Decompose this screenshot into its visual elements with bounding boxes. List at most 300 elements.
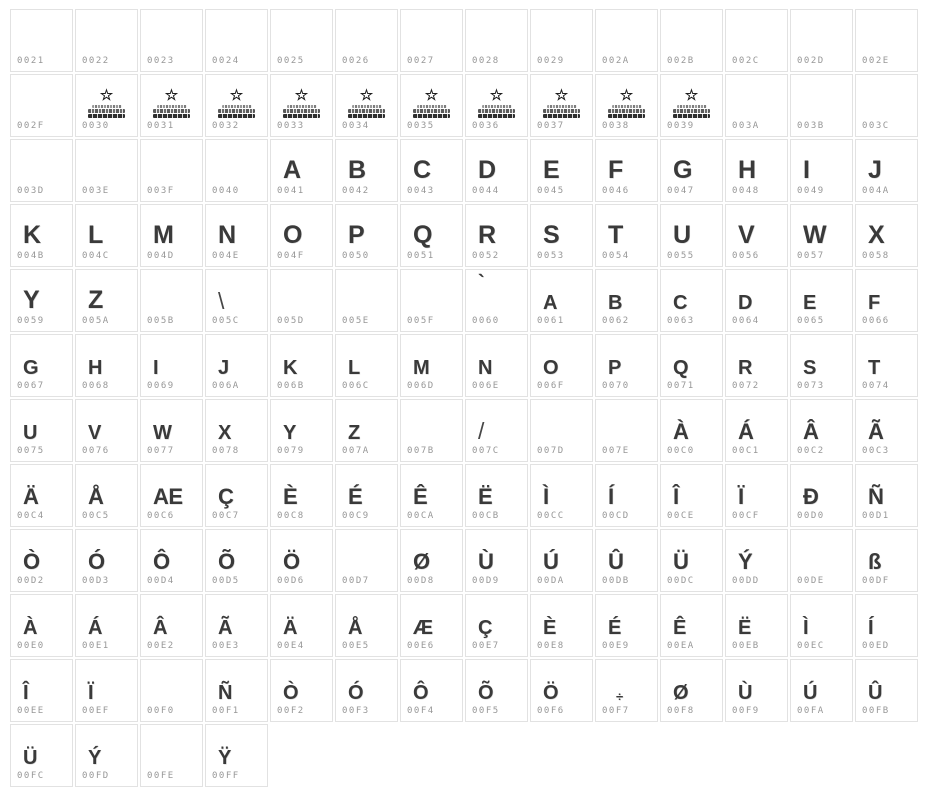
glyph: ÷ [616,688,624,704]
glyph [76,77,137,122]
glyph [348,12,395,53]
glyph-cell [75,139,138,202]
code-label: 0042 [342,186,370,196]
glyph: Q [413,221,433,250]
code-label: 0062 [602,316,630,326]
glyph: È [283,484,298,510]
glyph: H [738,156,757,185]
code-label: 002F [17,121,45,131]
glyph: Ú [803,682,818,704]
glyph: N [218,221,237,250]
glyph [348,532,395,573]
code-label: 006F [537,381,565,391]
stamp-text-line [153,114,190,118]
star-icon: ☆ [554,87,569,104]
glyph-cell [400,529,463,592]
stamp-text-line [608,114,645,118]
glyph-cell [270,594,333,657]
glyph-cell [660,334,723,397]
glyph: X [218,422,232,444]
glyph: K [23,221,42,250]
code-label: 00CE [667,511,695,521]
code-label: 0054 [602,251,630,261]
demo-star-stamp [153,88,190,118]
glyph-cell [205,9,268,72]
glyph: Â [153,617,168,639]
code-label: 00D2 [17,576,45,586]
code-label: 0057 [797,251,825,261]
code-label: 007A [342,446,370,456]
glyph: Æ [413,617,433,639]
demo-star-stamp [413,88,450,118]
stamp-text-line [413,109,450,113]
glyph-cell [465,269,528,332]
glyph-cell [660,139,723,202]
code-label: 00FD [82,771,110,781]
glyph: J [218,357,230,379]
code-label: 0033 [277,121,305,131]
glyph: Ý [88,747,102,769]
glyph: Ü [673,549,689,575]
glyph-cell [660,594,723,657]
glyph: Ò [283,682,299,704]
glyph: Ê [413,484,428,510]
code-label: 00CD [602,511,630,521]
glyph: Ö [543,682,559,704]
star-icon: ☆ [619,87,634,104]
glyph-cell [595,269,658,332]
glyph-cell [530,334,593,397]
stamp-text-line [413,114,450,118]
glyph-cell [75,269,138,332]
glyph-cell [205,529,268,592]
glyph-cell [855,594,918,657]
glyph-cell [660,269,723,332]
glyph: W [803,221,827,250]
glyph: Î [23,682,29,704]
code-label: 0032 [212,121,240,131]
glyph: T [868,357,881,379]
glyph: D [478,156,497,185]
glyph-cell [660,9,723,72]
glyph-cell [335,269,398,332]
glyph-cell [660,464,723,527]
glyph: Ñ [868,484,884,510]
glyph: E [543,156,560,185]
glyph-cell [335,139,398,202]
code-label: 0045 [537,186,565,196]
code-label: 0055 [667,251,695,261]
glyph: À [673,419,689,445]
glyph [271,77,332,122]
glyph-cell [205,74,268,137]
demo-star-stamp [348,88,385,118]
code-label: 0068 [82,381,110,391]
glyph-cell [75,204,138,267]
glyph-cell [10,139,73,202]
glyph: K [283,357,298,379]
code-label: 0021 [17,56,45,66]
glyph-cell [855,269,918,332]
glyph-cell [855,204,918,267]
glyph-cell [10,9,73,72]
glyph-cell [595,204,658,267]
code-label: 0026 [342,56,370,66]
stamp-text-line [348,114,385,118]
glyph-cell [140,74,203,137]
code-label: 00FE [147,771,175,781]
glyph-cell [595,399,658,462]
code-label: 0069 [147,381,175,391]
glyph-cell [205,334,268,397]
code-label: 00C1 [732,446,760,456]
code-label: 00D0 [797,511,825,521]
glyph [596,77,657,122]
code-label: 003B [797,121,825,131]
glyph: Ä [23,484,39,510]
code-label: 003C [862,121,890,131]
code-label: 007C [472,446,500,456]
glyph: È [543,617,557,639]
code-label: 00EA [667,641,695,651]
glyph: A [283,156,302,185]
code-label: 0072 [732,381,760,391]
glyph [738,77,785,118]
glyph-cell [465,659,528,722]
stamp-text-line [352,105,382,108]
glyph-cell [335,399,398,462]
glyph [543,402,590,443]
code-label: 003D [17,186,45,196]
code-label: 00C9 [342,511,370,521]
code-label: 00C5 [82,511,110,521]
glyph: F [608,156,624,185]
glyph-cell [790,399,853,462]
glyph: À [23,617,38,639]
glyph-cell [465,74,528,137]
glyph-cell [400,659,463,722]
code-label: 00EB [732,641,760,651]
glyph: J [868,156,882,185]
code-label: 00F3 [342,706,370,716]
glyph [803,12,850,53]
glyph-cell [335,659,398,722]
stamp-text-line [612,105,642,108]
demo-star-stamp [88,88,125,118]
glyph-cell [530,399,593,462]
glyph-cell [465,334,528,397]
glyph-cell [660,204,723,267]
glyph-cell [205,139,268,202]
glyph-cell [270,529,333,592]
glyph-cell [140,204,203,267]
stamp-text-line [417,105,447,108]
glyph: Ì [803,617,809,639]
code-label: 0053 [537,251,565,261]
glyph: O [543,357,559,379]
code-label: 00E0 [17,641,45,651]
glyph-cell [10,269,73,332]
glyph-cell [140,9,203,72]
glyph-cell [530,74,593,137]
glyph-cell [725,399,788,462]
code-label: 0041 [277,186,305,196]
glyph [413,272,460,313]
code-label: 0039 [667,121,695,131]
glyph-cell [790,659,853,722]
code-label: 00C0 [667,446,695,456]
code-label: 0050 [342,251,370,261]
glyph: V [88,422,102,444]
glyph: L [348,357,361,379]
glyph-cell [855,74,918,137]
code-label: 00CB [472,511,500,521]
glyph [283,272,330,313]
code-label: 0073 [797,381,825,391]
demo-star-stamp [283,88,320,118]
glyph [88,142,135,183]
code-label: 00EE [17,706,45,716]
glyph: Ì [543,484,549,510]
glyph: Ó [348,682,364,704]
glyph-cell [205,659,268,722]
glyph-cell [790,139,853,202]
stamp-text-line [287,105,317,108]
glyph-cell [595,334,658,397]
code-label: 0052 [472,251,500,261]
glyph-cell [530,139,593,202]
glyph: AE [153,484,183,510]
glyph-cell [140,399,203,462]
code-label: 00E1 [82,641,110,651]
glyph-cell [660,399,723,462]
glyph-cell [725,269,788,332]
code-label: 00FC [17,771,45,781]
glyph-cell [465,594,528,657]
stamp-text-line [218,114,255,118]
glyph: Ó [88,549,105,575]
code-label: 0029 [537,56,565,66]
glyph-cell [595,594,658,657]
code-label: 0070 [602,381,630,391]
glyph: Q [673,357,689,379]
code-label: 0048 [732,186,760,196]
glyph: Å [348,617,363,639]
code-label: 00D5 [212,576,240,586]
glyph-cell [790,334,853,397]
glyph-cell [75,594,138,657]
glyph [153,272,200,313]
glyph-cell [270,464,333,527]
glyph-cell [205,594,268,657]
glyph: Í [868,617,874,639]
glyph [336,77,397,122]
code-label: 0065 [797,316,825,326]
glyph-cell [400,74,463,137]
glyph-cell [530,464,593,527]
glyph-cell [270,9,333,72]
glyph-cell [10,594,73,657]
glyph-cell [855,139,918,202]
glyph: Å [88,484,104,510]
glyph-cell [270,399,333,462]
glyph: Ã [218,617,233,639]
code-label: 003F [147,186,175,196]
glyph [141,77,202,122]
glyph: Ø [673,682,689,704]
glyph [478,12,525,53]
code-label: 00D1 [862,511,890,521]
code-label: 00F4 [407,706,435,716]
demo-star-stamp [608,88,645,118]
glyph-cell [530,269,593,332]
glyph: Z [88,286,104,315]
code-label: 00DB [602,576,630,586]
stamp-text-line [283,114,320,118]
glyph-cell [790,269,853,332]
glyph-cell [530,204,593,267]
glyph: ` [478,272,485,294]
code-label: 0074 [862,381,890,391]
demo-star-stamp [218,88,255,118]
glyph-cell [10,399,73,462]
glyph: Ô [413,682,429,704]
code-label: 005A [82,316,110,326]
code-label: 00E9 [602,641,630,651]
code-label: 0056 [732,251,760,261]
glyph: Ð [803,484,819,510]
code-label: 0037 [537,121,565,131]
code-label: 00EC [797,641,825,651]
glyph: G [23,357,39,379]
glyph-cell [335,594,398,657]
code-label: 0035 [407,121,435,131]
glyph-cell [205,724,268,787]
glyph: Z [348,422,361,444]
code-label: 00ED [862,641,890,651]
code-label: 00F7 [602,706,630,716]
glyph-cell [10,334,73,397]
glyph-cell [465,9,528,72]
code-label: 00F5 [472,706,500,716]
glyph [738,12,785,53]
code-label: 005F [407,316,435,326]
glyph-cell [530,529,593,592]
code-label: 0078 [212,446,240,456]
glyph-cell [530,659,593,722]
code-label: 00CA [407,511,435,521]
glyph: \ [218,288,225,315]
glyph [23,142,70,183]
code-label: 00F9 [732,706,760,716]
glyph [868,77,915,118]
glyph-cell [75,529,138,592]
stamp-text-line [608,109,645,113]
star-icon: ☆ [359,87,374,104]
glyph-cell [595,659,658,722]
glyph-cell [140,269,203,332]
code-label: 007B [407,446,435,456]
glyph [413,402,460,443]
glyph-cell [790,594,853,657]
stamp-text-line [543,114,580,118]
glyph [88,12,135,53]
glyph-cell [660,529,723,592]
stamp-text-line [348,109,385,113]
code-label: 00FA [797,706,825,716]
star-icon: ☆ [229,87,244,104]
glyph: R [738,357,753,379]
glyph [153,142,200,183]
glyph: Ê [673,617,687,639]
stamp-text-line [283,109,320,113]
code-label: 00F2 [277,706,305,716]
code-label: 00DF [862,576,890,586]
glyph: H [88,357,103,379]
glyph: B [348,156,367,185]
stamp-text-line [543,109,580,113]
glyph-cell [10,74,73,137]
glyph-cell [725,659,788,722]
glyph: I [153,357,159,379]
glyph-cell [75,9,138,72]
glyph [153,662,200,703]
glyph-cell [10,204,73,267]
glyph-cell [725,464,788,527]
glyph: Y [23,286,40,315]
code-label: 004B [17,251,45,261]
code-label: 002E [862,56,890,66]
glyph-cell [270,334,333,397]
code-label: 003A [732,121,760,131]
code-label: 002C [732,56,760,66]
demo-star-stamp [478,88,515,118]
glyph: Ï [738,484,744,510]
code-label: 0060 [472,316,500,326]
code-label: 0023 [147,56,175,66]
glyph: Ÿ [218,747,232,769]
code-label: 00DD [732,576,760,586]
code-label: 0064 [732,316,760,326]
glyph [608,12,655,53]
glyph-cell [530,9,593,72]
code-label: 00C7 [212,511,240,521]
glyph-cell [400,9,463,72]
star-icon: ☆ [99,87,114,104]
code-label: 00E6 [407,641,435,651]
glyph: N [478,357,493,379]
glyph [23,77,70,118]
glyph: E [803,292,817,314]
glyph [803,532,850,573]
glyph-cell [465,139,528,202]
glyph-cell [465,464,528,527]
code-label: 0061 [537,316,565,326]
glyph-cell [140,724,203,787]
glyph [283,12,330,53]
glyph: S [543,221,560,250]
code-label: 0025 [277,56,305,66]
glyph-cell [205,399,268,462]
glyph: Ç [218,484,234,510]
glyph: O [283,221,303,250]
code-label: 0024 [212,56,240,66]
glyph-cell [75,399,138,462]
glyph-cell [10,659,73,722]
glyph: É [608,617,622,639]
glyph-cell [790,74,853,137]
glyph-cell [855,334,918,397]
